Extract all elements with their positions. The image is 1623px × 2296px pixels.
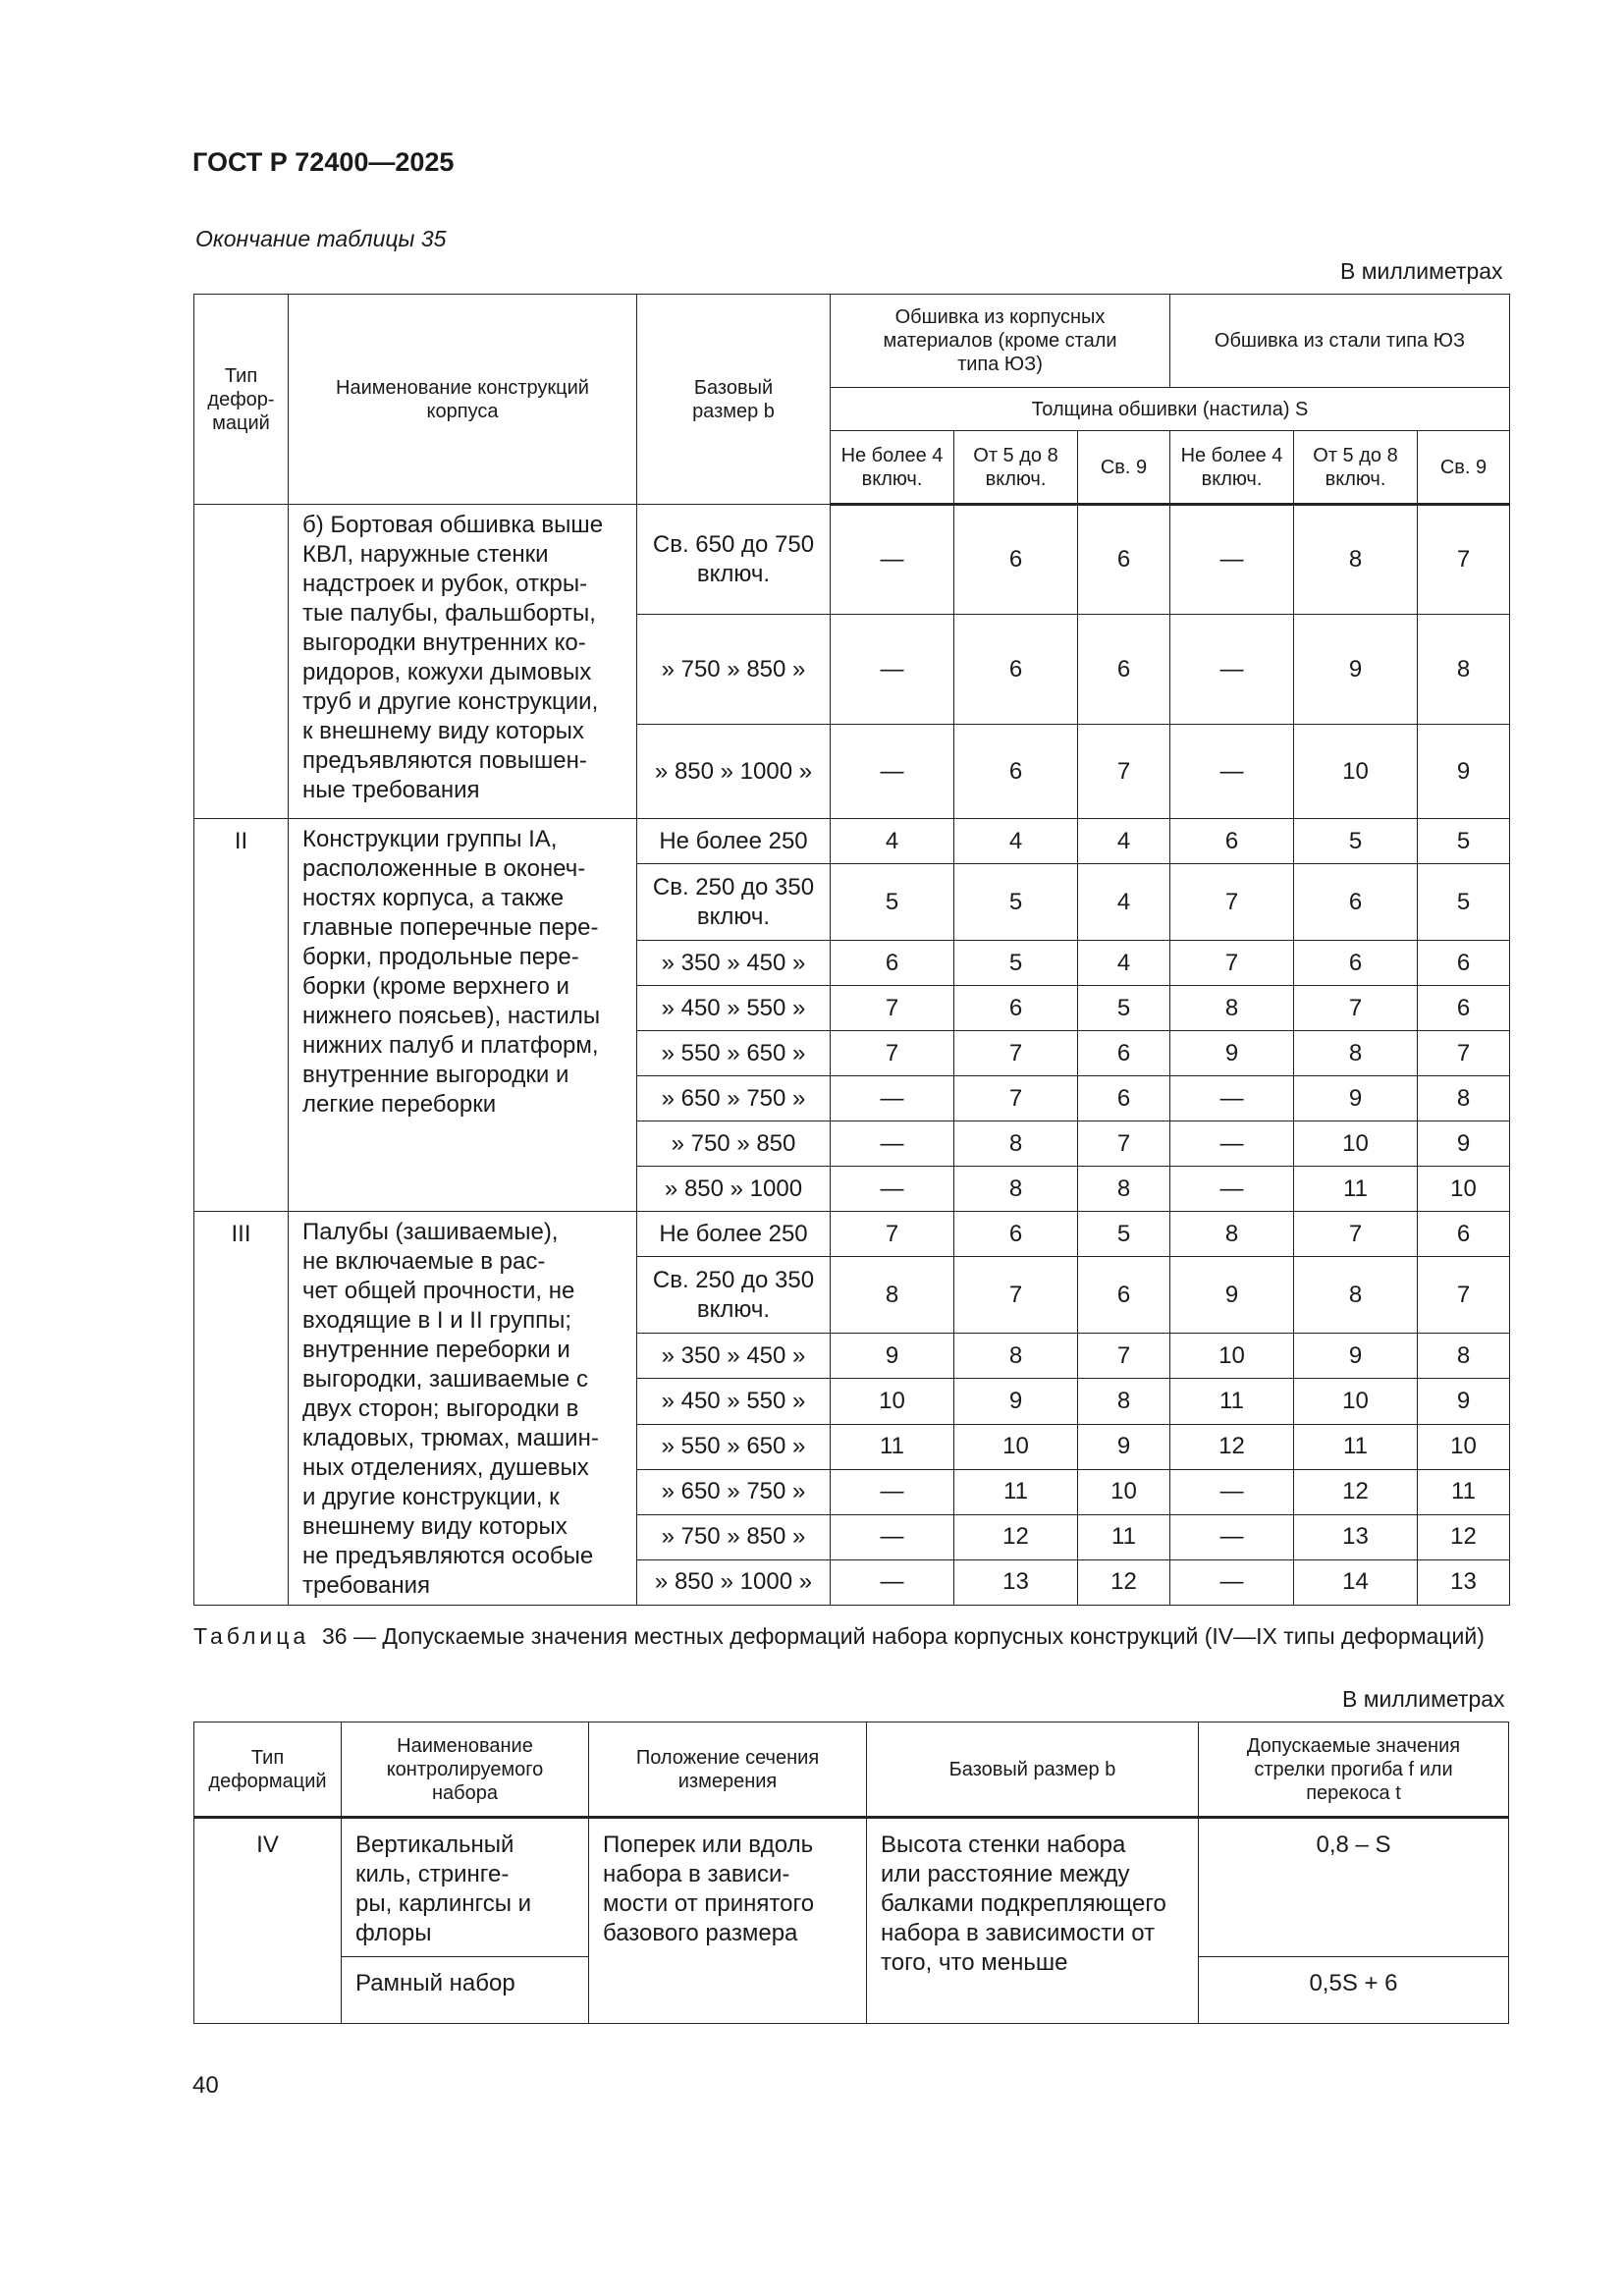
value-cell: 12 — [1418, 1514, 1510, 1559]
value-cell: 14 — [1294, 1559, 1418, 1605]
value-cell: 8 — [1078, 1167, 1170, 1212]
value-cell: — — [831, 615, 954, 725]
base-size: Св. 250 до 350 включ. — [637, 864, 831, 941]
value-cell: 7 — [954, 1076, 1078, 1121]
header-col-2: От 5 до 8 включ. — [954, 431, 1078, 505]
value-cell: 11 — [1078, 1514, 1170, 1559]
table-36-caption-text: 36 — Допускаемые значения местных деформаций набора корпусных конструкций (IV—IX типы деформаций) — [321, 1623, 1485, 1649]
value-cell: 11 — [1418, 1469, 1510, 1514]
value-cell: 9 — [1418, 725, 1510, 819]
value-cell: 5 — [1294, 819, 1418, 864]
value-cell: 4 — [831, 819, 954, 864]
header-group-hull-materials: Обшивка из корпусных материалов (кроме стали типа ЮЗ) — [831, 295, 1170, 388]
value-cell: 11 — [831, 1424, 954, 1469]
value-cell: — — [831, 1514, 954, 1559]
value-cell: 9 — [1418, 1379, 1510, 1424]
value-cell: 9 — [1170, 1257, 1294, 1334]
value-cell: 8 — [954, 1334, 1078, 1379]
value-cell: 10 — [1294, 1121, 1418, 1167]
value-cell: 8 — [1294, 1257, 1418, 1334]
value-cell: 6 — [1078, 1076, 1170, 1121]
value-cell: 12 — [1170, 1424, 1294, 1469]
value-cell: 9 — [1078, 1424, 1170, 1469]
table-36-caption — [193, 1621, 1509, 1652]
value-cell: 7 — [1418, 1031, 1510, 1076]
value-cell: 6 — [1418, 1212, 1510, 1257]
units-label: В миллиметрах — [1340, 258, 1503, 284]
header-name: Наименование конструкций корпуса — [289, 295, 637, 505]
header-col-3: Св. 9 — [1078, 431, 1170, 505]
value-cell: — — [831, 1469, 954, 1514]
value-cell: 7 — [1294, 986, 1418, 1031]
t36-header-position: Положение сечения измерения — [589, 1722, 867, 1818]
value-cell: 8 — [954, 1167, 1078, 1212]
base-size: » 350 » 450 » — [637, 941, 831, 986]
value-cell: 6 — [954, 1212, 1078, 1257]
header-col-1: Не более 4 включ. — [831, 431, 954, 505]
header-col-6: Св. 9 — [1418, 431, 1510, 505]
value-cell: 4 — [1078, 941, 1170, 986]
base-size: » 850 » 1000 » — [637, 725, 831, 819]
value-cell: 8 — [1418, 615, 1510, 725]
base-size: » 850 » 1000 » — [637, 1559, 831, 1605]
base-size: Св. 650 до 750 включ. — [637, 505, 831, 615]
value-cell: 7 — [831, 1031, 954, 1076]
value-cell: 6 — [1078, 615, 1170, 725]
t36-row-name: Рамный набор — [342, 1957, 589, 2024]
value-cell: 12 — [1078, 1559, 1170, 1605]
value-cell: 8 — [1294, 505, 1418, 615]
value-cell: — — [1170, 725, 1294, 819]
value-cell: 6 — [954, 986, 1078, 1031]
header-col-4: Не более 4 включ. — [1170, 431, 1294, 505]
value-cell: — — [831, 725, 954, 819]
value-cell: 10 — [1418, 1424, 1510, 1469]
page-number: 40 — [192, 2072, 219, 2099]
value-cell: 8 — [1418, 1076, 1510, 1121]
units-label-2: В миллиметрах — [1342, 1686, 1505, 1712]
deformation-type: II — [194, 819, 289, 1212]
t36-header-base: Базовый размер b — [867, 1722, 1199, 1818]
value-cell: 13 — [1418, 1559, 1510, 1605]
table-row — [194, 819, 1510, 864]
base-size: Не более 250 — [637, 1212, 831, 1257]
value-cell: 5 — [954, 941, 1078, 986]
value-cell: — — [1170, 1076, 1294, 1121]
header-thickness: Толщина обшивки (настила) S — [831, 388, 1510, 431]
value-cell: 11 — [1294, 1424, 1418, 1469]
value-cell: 9 — [1418, 1121, 1510, 1167]
value-cell: 6 — [1418, 986, 1510, 1031]
base-size: » 350 » 450 » — [637, 1334, 831, 1379]
value-cell: 8 — [1078, 1379, 1170, 1424]
t36-position: Поперек или вдоль набора в зависи- мости от принятого базового размера — [589, 1818, 867, 2024]
value-cell: 6 — [1170, 819, 1294, 864]
value-cell: 6 — [1418, 941, 1510, 986]
value-cell: — — [1170, 1121, 1294, 1167]
value-cell: 7 — [1294, 1212, 1418, 1257]
value-cell: 5 — [1078, 1212, 1170, 1257]
value-cell: — — [831, 505, 954, 615]
value-cell: — — [1170, 615, 1294, 725]
t36-header-type: Тип деформаций — [194, 1722, 342, 1818]
table-36-caption-label: Таблица — [193, 1623, 310, 1649]
value-cell: 8 — [1170, 986, 1294, 1031]
base-size: » 750 » 850 » — [637, 615, 831, 725]
value-cell: 5 — [954, 864, 1078, 941]
value-cell: 7 — [954, 1257, 1078, 1334]
value-cell: — — [831, 1121, 954, 1167]
value-cell: 7 — [831, 1212, 954, 1257]
deformation-type — [194, 505, 289, 819]
document-title: ГОСТ Р 72400—2025 — [192, 147, 455, 177]
value-cell: 7 — [1418, 1257, 1510, 1334]
value-cell: — — [1170, 1469, 1294, 1514]
value-cell: 5 — [1418, 864, 1510, 941]
t36-row-allowed: 0,8 – S — [1199, 1818, 1509, 1957]
header-col-5: От 5 до 8 включ. — [1294, 431, 1418, 505]
t36-row-name: Вертикальный киль, стринге- ры, карлингсы и флоры — [342, 1818, 589, 1957]
base-size: » 650 » 750 » — [637, 1076, 831, 1121]
t36-header-name: Наименование контролируемого набора — [342, 1722, 589, 1818]
value-cell: 8 — [1294, 1031, 1418, 1076]
value-cell: 6 — [831, 941, 954, 986]
value-cell: 6 — [1294, 941, 1418, 986]
base-size: » 650 » 750 » — [637, 1469, 831, 1514]
value-cell: 8 — [1170, 1212, 1294, 1257]
value-cell: 10 — [1418, 1167, 1510, 1212]
construction-name: б) Бортовая обшивка выше КВЛ, наружные стенки надстроек и рубок, откры- тые палубы, фальшборты, выгородки внутренних ко- ридоров, кожухи дымовых труб и другие конструкции, к внешнему виду которых предъявляются повышен- ные требования — [289, 505, 637, 819]
value-cell: 6 — [954, 505, 1078, 615]
base-size: » 550 » 650 » — [637, 1424, 831, 1469]
table-continuation-label: Окончание таблицы 35 — [195, 226, 447, 251]
value-cell: 9 — [954, 1379, 1078, 1424]
value-cell: 6 — [1078, 1257, 1170, 1334]
header-base: Базовый размер b — [637, 295, 831, 505]
header-group-yuz-steel: Обшивка из стали типа ЮЗ — [1170, 295, 1510, 388]
t36-row-allowed: 0,5S + 6 — [1199, 1957, 1509, 2024]
table-35 — [193, 294, 1510, 1606]
value-cell: 6 — [1078, 505, 1170, 615]
value-cell: 7 — [1078, 1121, 1170, 1167]
value-cell: 7 — [831, 986, 954, 1031]
value-cell: 10 — [1170, 1334, 1294, 1379]
construction-name: Конструкции группы IA, расположенные в оконеч- ностях корпуса, а также главные поперечные пере- борки, продольные пере- борки (кроме верхнего и нижнего поясьев), настилы нижних палуб и платформ, внутренние выгородки и легкие переборки — [289, 819, 637, 1212]
value-cell: — — [1170, 505, 1294, 615]
value-cell: 6 — [954, 615, 1078, 725]
value-cell: 7 — [954, 1031, 1078, 1076]
value-cell: 10 — [1078, 1469, 1170, 1514]
value-cell: 5 — [1078, 986, 1170, 1031]
base-size: » 750 » 850 » — [637, 1514, 831, 1559]
value-cell: 11 — [1294, 1167, 1418, 1212]
t36-type: IV — [194, 1818, 342, 2024]
base-size: » 550 » 650 » — [637, 1031, 831, 1076]
value-cell: 11 — [954, 1469, 1078, 1514]
base-size: Не более 250 — [637, 819, 831, 864]
value-cell: 13 — [954, 1559, 1078, 1605]
value-cell: 12 — [954, 1514, 1078, 1559]
value-cell: 4 — [954, 819, 1078, 864]
value-cell: 10 — [831, 1379, 954, 1424]
value-cell: 5 — [1418, 819, 1510, 864]
deformation-type: III — [194, 1212, 289, 1606]
value-cell: 8 — [954, 1121, 1078, 1167]
base-size: » 450 » 550 » — [637, 986, 831, 1031]
base-size: » 850 » 1000 — [637, 1167, 831, 1212]
value-cell: — — [831, 1167, 954, 1212]
value-cell: 11 — [1170, 1379, 1294, 1424]
value-cell: — — [1170, 1559, 1294, 1605]
value-cell: 4 — [1078, 864, 1170, 941]
value-cell: 7 — [1078, 725, 1170, 819]
base-size: » 750 » 850 — [637, 1121, 831, 1167]
table-36 — [193, 1722, 1509, 2024]
value-cell: — — [1170, 1167, 1294, 1212]
value-cell: 6 — [1294, 864, 1418, 941]
value-cell: 9 — [1294, 1076, 1418, 1121]
value-cell: 6 — [954, 725, 1078, 819]
base-size: » 450 » 550 » — [637, 1379, 831, 1424]
value-cell: 10 — [1294, 725, 1418, 819]
value-cell: 4 — [1078, 819, 1170, 864]
value-cell: — — [831, 1559, 954, 1605]
construction-name: Палубы (зашиваемые), не включаемые в рас- чет общей прочности, не входящие в I и II группы; внутренние переборки и выгородки, зашиваемые с двух сторон; выгородки в кладовых, трюмах, машин- ных отделениях, душевых и другие конструкции, к внешнему виду которых не предъявляются особые требования — [289, 1212, 637, 1606]
value-cell: 6 — [1078, 1031, 1170, 1076]
value-cell: 7 — [1078, 1334, 1170, 1379]
value-cell: 9 — [831, 1334, 954, 1379]
t36-base: Высота стенки набора или расстояние между балками подкрепляющего набора в зависимости от того, что меньше — [867, 1818, 1199, 2024]
value-cell: — — [831, 1076, 954, 1121]
value-cell: 7 — [1170, 864, 1294, 941]
t36-header-allowed: Допускаемые значения стрелки прогиба f или перекоса t — [1199, 1722, 1509, 1818]
value-cell: 8 — [831, 1257, 954, 1334]
table-row — [194, 505, 1510, 615]
value-cell: 9 — [1294, 615, 1418, 725]
value-cell: 10 — [954, 1424, 1078, 1469]
base-size: Св. 250 до 350 включ. — [637, 1257, 831, 1334]
value-cell: 8 — [1418, 1334, 1510, 1379]
value-cell: 9 — [1170, 1031, 1294, 1076]
value-cell: 10 — [1294, 1379, 1418, 1424]
value-cell: 7 — [1170, 941, 1294, 986]
value-cell: 12 — [1294, 1469, 1418, 1514]
value-cell: — — [1170, 1514, 1294, 1559]
value-cell: 13 — [1294, 1514, 1418, 1559]
value-cell: 9 — [1294, 1334, 1418, 1379]
value-cell: 7 — [1418, 505, 1510, 615]
value-cell: 5 — [831, 864, 954, 941]
header-type: Тип дефор- маций — [194, 295, 289, 505]
table-row — [194, 1212, 1510, 1257]
